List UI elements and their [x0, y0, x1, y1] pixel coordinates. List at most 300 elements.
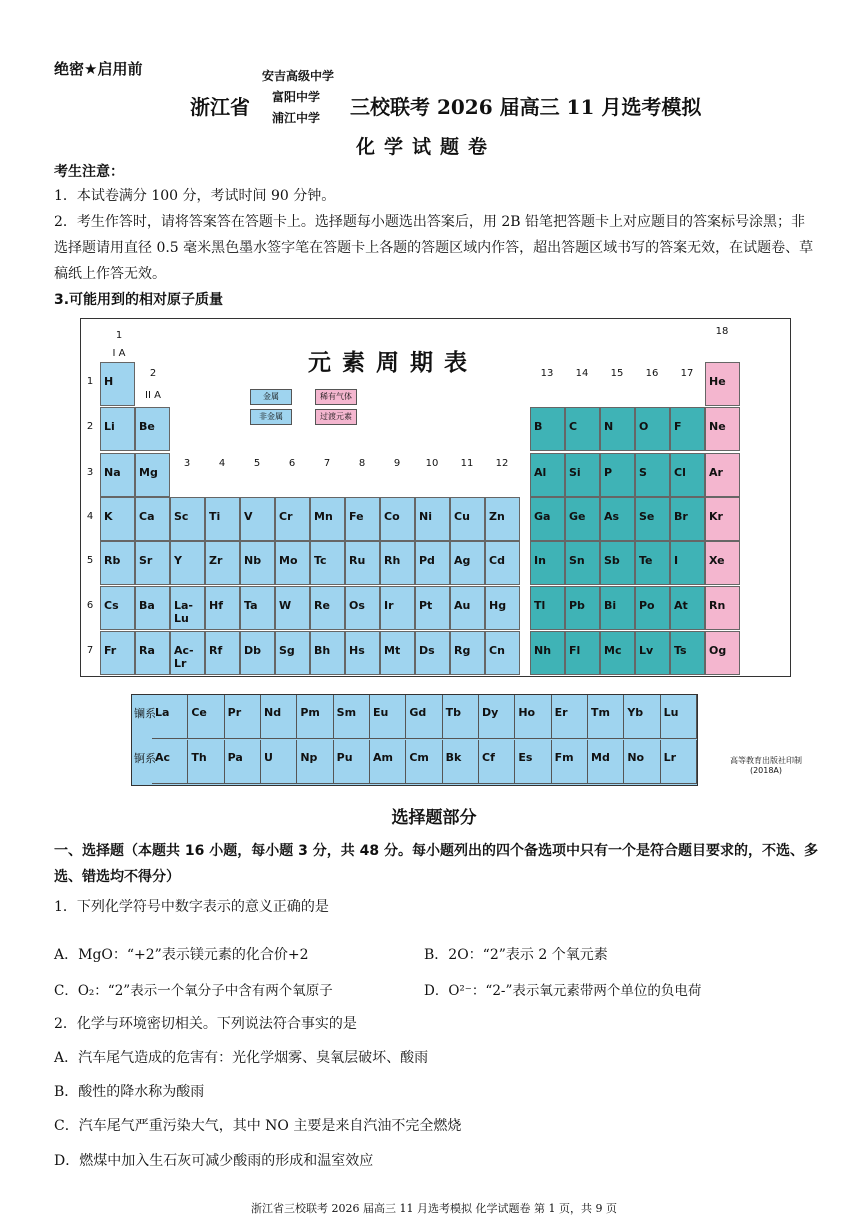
notice-title: 考生注意： — [54, 164, 124, 180]
element-cell — [450, 541, 485, 585]
subject-title: 化学试题卷 — [356, 136, 497, 158]
element-symbol: Pd — [419, 554, 435, 567]
element-cell — [600, 453, 635, 497]
element-symbol: Pm — [300, 706, 320, 719]
element-cell — [443, 740, 479, 784]
element-cell — [225, 740, 261, 784]
element-symbol: C — [569, 420, 578, 433]
element-cell — [370, 740, 406, 784]
element-cell — [515, 695, 551, 739]
lanthanide-label: 镧系 — [134, 707, 156, 720]
element-cell — [565, 586, 600, 630]
school-name: 安吉高级中学 — [262, 69, 335, 83]
element-symbol: Kr — [709, 510, 723, 523]
school-name: 富阳中学 — [272, 90, 321, 104]
group-label: 16 — [645, 368, 659, 379]
lanthanide-cells — [152, 695, 697, 785]
element-cell — [135, 497, 170, 541]
element-cell — [310, 631, 345, 675]
element-symbol: Ga — [534, 510, 551, 523]
element-cell — [415, 541, 450, 585]
element-symbol: Pr — [227, 706, 242, 719]
element-cell — [100, 497, 135, 541]
group-label: 17 — [680, 368, 694, 379]
element-symbol: Sn — [569, 554, 585, 567]
element-cell — [450, 497, 485, 541]
group-label: 5 — [253, 458, 261, 469]
element-symbol: Ac-Lr — [174, 644, 194, 670]
confidential-mark: 绝密★启用前 — [54, 60, 143, 78]
element-cell — [670, 407, 705, 451]
page-footer: 浙江省三校联考 2026 届高三 11 月选考模拟 化学试题卷 第 1 页，共 9 页 — [251, 1202, 617, 1215]
element-symbol: Cn — [489, 644, 505, 657]
element-symbol: Pu — [336, 751, 353, 764]
element-symbol: Ta — [244, 599, 258, 612]
legend-swatch: 过渡元素 — [315, 409, 357, 425]
element-cell — [443, 695, 479, 739]
element-cell — [135, 453, 170, 497]
element-symbol: B — [534, 420, 543, 433]
element-cell — [240, 631, 275, 675]
element-symbol: Ce — [191, 706, 207, 719]
element-cell — [170, 497, 205, 541]
element-symbol: Te — [639, 554, 653, 567]
element-symbol: Tm — [591, 706, 610, 719]
element-symbol: Nh — [534, 644, 552, 657]
actinide-label: 锕系 — [134, 752, 156, 765]
group-label: 6 — [288, 458, 296, 469]
element-symbol: U — [264, 751, 273, 764]
element-symbol: Os — [349, 599, 365, 612]
period-number: 7 — [86, 645, 94, 656]
element-cell — [370, 695, 406, 739]
element-cell — [670, 631, 705, 675]
element-cell — [588, 695, 624, 739]
element-symbol: Sg — [279, 644, 295, 657]
period-number: 3 — [86, 467, 94, 478]
element-cell — [188, 695, 224, 739]
group-label: 9 — [393, 458, 401, 469]
element-symbol: Sb — [604, 554, 620, 567]
period-number: 2 — [86, 421, 94, 432]
element-cell — [450, 631, 485, 675]
element-cell — [170, 586, 205, 630]
element-symbol: W — [279, 599, 292, 612]
element-symbol: Mc — [604, 644, 622, 657]
element-cell — [624, 695, 660, 739]
element-cell — [635, 541, 670, 585]
period-number: 1 — [86, 376, 94, 387]
element-symbol: Pb — [569, 599, 585, 612]
school-list — [262, 66, 334, 129]
element-symbol: Mt — [384, 644, 401, 657]
element-symbol: Ra — [139, 644, 155, 657]
element-cell — [100, 541, 135, 585]
group-label: 13 — [540, 368, 554, 379]
element-cell — [275, 497, 310, 541]
element-cell — [240, 497, 275, 541]
group-label: 8 — [358, 458, 366, 469]
element-symbol: Yb — [627, 706, 644, 719]
group-label: 18 — [715, 326, 729, 337]
element-symbol: Rg — [454, 644, 471, 657]
element-cell — [406, 695, 442, 739]
element-symbol: Hf — [209, 599, 223, 612]
element-cell — [415, 631, 450, 675]
group-label: 1 — [115, 330, 123, 341]
element-cell — [450, 586, 485, 630]
element-cell — [240, 541, 275, 585]
element-symbol: N — [604, 420, 614, 433]
element-cell — [705, 631, 740, 675]
notice-item: 3.可能用到的相对原子质量 — [54, 292, 224, 308]
element-cell — [600, 407, 635, 451]
element-cell — [135, 586, 170, 630]
element-symbol: Sc — [174, 510, 189, 523]
element-cell — [310, 541, 345, 585]
element-symbol: Cl — [674, 466, 686, 479]
element-cell — [135, 541, 170, 585]
element-symbol: Lu — [663, 706, 679, 719]
element-symbol: Re — [314, 599, 330, 612]
element-symbol: H — [104, 375, 114, 388]
element-symbol: V — [244, 510, 253, 523]
element-symbol: Fm — [554, 751, 574, 764]
element-cell — [705, 541, 740, 585]
element-symbol: Er — [554, 706, 568, 719]
element-symbol: Mo — [279, 554, 298, 567]
group-label: I A — [112, 348, 126, 359]
element-cell — [297, 740, 333, 784]
element-symbol: Pt — [419, 599, 433, 612]
element-cell — [275, 631, 310, 675]
element-cell — [600, 586, 635, 630]
element-symbol: He — [709, 375, 726, 388]
element-symbol: No — [627, 751, 645, 764]
element-symbol: S — [639, 466, 647, 479]
element-cell — [565, 497, 600, 541]
element-cell — [530, 631, 565, 675]
element-symbol: La — [155, 706, 170, 719]
element-cell — [635, 407, 670, 451]
element-symbol: Eu — [373, 706, 389, 719]
period-number: 6 — [86, 600, 94, 611]
periodic-table-title: 元素周期表 — [308, 349, 478, 376]
question-option: B．酸性的降水称为酸雨 — [54, 1084, 205, 1100]
element-cell — [380, 631, 415, 675]
group-label: 4 — [218, 458, 226, 469]
element-symbol: Hg — [489, 599, 507, 612]
element-cell — [624, 740, 660, 784]
part-title: 一、选择题（本题共 16 小题，每小题 3 分，共 48 分。每小题列出的四个备选项中只有一个是符合题目要求的，不选、多选、错选均不得分） — [54, 843, 818, 885]
element-symbol: Md — [591, 751, 610, 764]
element-symbol: Cd — [489, 554, 505, 567]
element-cell — [530, 586, 565, 630]
element-cell — [565, 453, 600, 497]
element-symbol: Br — [674, 510, 688, 523]
element-symbol: Au — [454, 599, 471, 612]
element-cell — [600, 631, 635, 675]
element-symbol: O — [639, 420, 649, 433]
element-cell — [205, 497, 240, 541]
element-cell — [152, 740, 188, 784]
notice-item: 1．本试卷满分 100 分，考试时间 90 分钟。 — [54, 188, 336, 204]
province: 浙江省 — [190, 95, 250, 119]
element-symbol: Rn — [709, 599, 726, 612]
element-symbol: Fl — [569, 644, 581, 657]
element-cell — [588, 740, 624, 784]
element-symbol: Hs — [349, 644, 365, 657]
periodic-table-cells — [80, 318, 789, 675]
element-symbol: Ru — [349, 554, 366, 567]
element-cell — [635, 497, 670, 541]
element-cell — [415, 586, 450, 630]
element-cell — [345, 586, 380, 630]
element-cell — [705, 497, 740, 541]
element-symbol: Cm — [409, 751, 429, 764]
element-symbol: Db — [244, 644, 262, 657]
group-label: 15 — [610, 368, 624, 379]
element-cell — [485, 631, 520, 675]
element-cell — [705, 586, 740, 630]
element-symbol: Sm — [336, 706, 357, 719]
element-cell — [135, 407, 170, 451]
group-label: II A — [145, 390, 161, 401]
element-symbol: Ac — [155, 751, 171, 764]
element-cell — [205, 631, 240, 675]
question-option: C．汽车尾气严重污染大气，其中 NO 主要是来自汽油不完全燃烧 — [54, 1118, 462, 1134]
element-cell — [705, 453, 740, 497]
element-cell — [297, 695, 333, 739]
element-cell — [479, 695, 515, 739]
element-symbol: Co — [384, 510, 400, 523]
legend-swatch: 金属 — [250, 389, 292, 405]
element-symbol: Si — [569, 466, 581, 479]
element-symbol: Fr — [104, 644, 117, 657]
element-symbol: Ds — [419, 644, 435, 657]
element-cell — [479, 740, 515, 784]
question-stem: 2．化学与环境密切相关。下列说法符合事实的是 — [54, 1016, 357, 1032]
element-symbol: Rf — [209, 644, 223, 657]
element-symbol: Dy — [482, 706, 499, 719]
element-symbol: Tb — [445, 706, 462, 719]
element-symbol: Ne — [709, 420, 726, 433]
element-cell — [635, 631, 670, 675]
element-cell — [334, 695, 370, 739]
group-label: 2 — [149, 368, 157, 379]
element-symbol: F — [674, 420, 682, 433]
element-cell — [600, 497, 635, 541]
element-cell — [205, 541, 240, 585]
element-cell — [310, 586, 345, 630]
element-cell — [345, 497, 380, 541]
element-cell — [552, 740, 588, 784]
element-symbol: Li — [104, 420, 115, 433]
element-symbol: Nd — [264, 706, 282, 719]
element-symbol: Ag — [454, 554, 471, 567]
element-symbol: Ge — [569, 510, 586, 523]
question-option: D．O²⁻：“2-”表示氧元素带两个单位的负电荷 — [424, 983, 702, 999]
element-symbol: Tc — [314, 554, 327, 567]
element-cell — [600, 541, 635, 585]
element-cell — [380, 541, 415, 585]
element-symbol: Pa — [227, 751, 243, 764]
element-cell — [188, 740, 224, 784]
publisher-note: 高等教育出版社印制 (2018A) — [730, 756, 802, 775]
element-cell — [661, 695, 697, 739]
element-symbol: Se — [639, 510, 655, 523]
element-cell — [380, 497, 415, 541]
element-symbol: Nb — [244, 554, 262, 567]
element-symbol: K — [104, 510, 113, 523]
element-cell — [635, 586, 670, 630]
period-number: 5 — [86, 555, 94, 566]
element-cell — [380, 586, 415, 630]
element-symbol: Ir — [384, 599, 394, 612]
element-cell — [530, 541, 565, 585]
element-symbol: Am — [373, 751, 393, 764]
element-cell — [530, 407, 565, 451]
question-option: D．燃煤中加入生石灰可减少酸雨的形成和温室效应 — [54, 1153, 374, 1169]
element-cell — [100, 407, 135, 451]
element-symbol: Bk — [445, 751, 462, 764]
element-cell — [310, 497, 345, 541]
group-label: 12 — [495, 458, 509, 469]
question-option: C．O₂：“2”表示一个氧分子中含有两个氧原子 — [54, 983, 333, 999]
element-symbol: Bh — [314, 644, 331, 657]
element-cell — [240, 586, 275, 630]
element-symbol: Fe — [349, 510, 364, 523]
element-cell — [565, 541, 600, 585]
element-cell — [705, 362, 740, 406]
element-symbol: Tl — [534, 599, 546, 612]
element-cell — [485, 541, 520, 585]
element-cell — [100, 453, 135, 497]
element-symbol: At — [674, 599, 688, 612]
element-symbol: Ar — [709, 466, 723, 479]
element-symbol: Ti — [209, 510, 221, 523]
element-symbol: Y — [174, 554, 182, 567]
element-symbol: Og — [709, 644, 727, 657]
question-option: B．2O：“2”表示 2 个氧元素 — [424, 947, 608, 963]
element-symbol: Mn — [314, 510, 333, 523]
element-symbol: Np — [300, 751, 318, 764]
element-cell — [100, 362, 135, 406]
element-symbol: I — [674, 554, 679, 567]
element-cell — [275, 586, 310, 630]
element-cell — [261, 740, 297, 784]
element-cell — [485, 586, 520, 630]
element-cell — [530, 453, 565, 497]
element-symbol: Cr — [279, 510, 293, 523]
lanthanide-actinide-table — [131, 694, 698, 786]
group-label: 3 — [183, 458, 191, 469]
element-symbol: As — [604, 510, 620, 523]
element-cell — [515, 740, 551, 784]
notice-item: 2．考生作答时，请将答案答在答题卡上。选择题每小题选出答案后，用 2B 铅笔把答题卡上对应题目的答案标号涂黑；非选择题请用直径 0.5 毫米黑色墨水签字笔在答题卡上各题的答题区域内作答，超出答题区域书写的答案无效，在试题卷、草稿纸上作答无效。 — [54, 214, 814, 282]
element-symbol: Rb — [104, 554, 121, 567]
element-cell — [415, 497, 450, 541]
element-symbol: Cu — [454, 510, 470, 523]
element-symbol: Ho — [518, 706, 536, 719]
element-symbol: Po — [639, 599, 655, 612]
question-stem: 1．下列化学符号中数字表示的意义正确的是 — [54, 899, 329, 915]
element-symbol: Gd — [409, 706, 427, 719]
element-cell — [406, 740, 442, 784]
element-symbol: Lv — [639, 644, 654, 657]
element-cell — [261, 695, 297, 739]
element-symbol: Zr — [209, 554, 223, 567]
exam-title: 三校联考 2026 届高三 11 月选考模拟 — [350, 95, 702, 119]
element-symbol: Ba — [139, 599, 155, 612]
element-cell — [705, 407, 740, 451]
element-cell — [170, 541, 205, 585]
element-cell — [552, 695, 588, 739]
element-cell — [485, 497, 520, 541]
element-symbol: Es — [518, 751, 533, 764]
element-cell — [170, 631, 205, 675]
element-cell — [670, 586, 705, 630]
element-symbol: Al — [534, 466, 547, 479]
element-symbol: Xe — [709, 554, 725, 567]
element-symbol: Ts — [674, 644, 687, 657]
element-cell — [670, 497, 705, 541]
element-symbol: In — [534, 554, 546, 567]
element-cell — [100, 631, 135, 675]
element-symbol: Lr — [663, 751, 677, 764]
element-cell — [565, 631, 600, 675]
element-cell — [565, 407, 600, 451]
question-option: A．MgO：“+2”表示镁元素的化合价+2 — [54, 947, 309, 963]
section-title: 选择题部分 — [391, 808, 477, 828]
element-symbol: Cs — [104, 599, 119, 612]
element-symbol: Rh — [384, 554, 401, 567]
element-symbol: La-Lu — [174, 599, 193, 625]
element-cell — [345, 541, 380, 585]
element-cell — [152, 695, 188, 739]
element-cell — [661, 740, 697, 784]
element-symbol: Bi — [604, 599, 617, 612]
group-label: 14 — [575, 368, 589, 379]
group-label: 11 — [460, 458, 474, 469]
element-cell — [205, 586, 240, 630]
element-symbol: Ca — [139, 510, 155, 523]
school-name: 浦江中学 — [272, 111, 321, 125]
element-symbol: Be — [139, 420, 155, 433]
element-symbol: Zn — [489, 510, 505, 523]
element-symbol: Ni — [419, 510, 432, 523]
legend-swatch: 非金属 — [250, 409, 292, 425]
element-cell — [670, 453, 705, 497]
element-cell — [345, 631, 380, 675]
element-cell — [635, 453, 670, 497]
element-symbol: P — [604, 466, 613, 479]
element-symbol: Th — [191, 751, 207, 764]
element-cell — [100, 586, 135, 630]
period-number: 4 — [86, 511, 94, 522]
element-symbol: Sr — [139, 554, 153, 567]
element-cell — [225, 695, 261, 739]
element-cell — [670, 541, 705, 585]
group-label: 7 — [323, 458, 331, 469]
legend-swatch: 稀有气体 — [315, 389, 357, 405]
element-cell — [334, 740, 370, 784]
question-option: A．汽车尾气造成的危害有：光化学烟雾、臭氧层破坏、酸雨 — [54, 1050, 429, 1066]
element-symbol: Cf — [482, 751, 495, 764]
element-symbol: Mg — [139, 466, 158, 479]
element-cell — [135, 631, 170, 675]
group-label: 10 — [425, 458, 439, 469]
